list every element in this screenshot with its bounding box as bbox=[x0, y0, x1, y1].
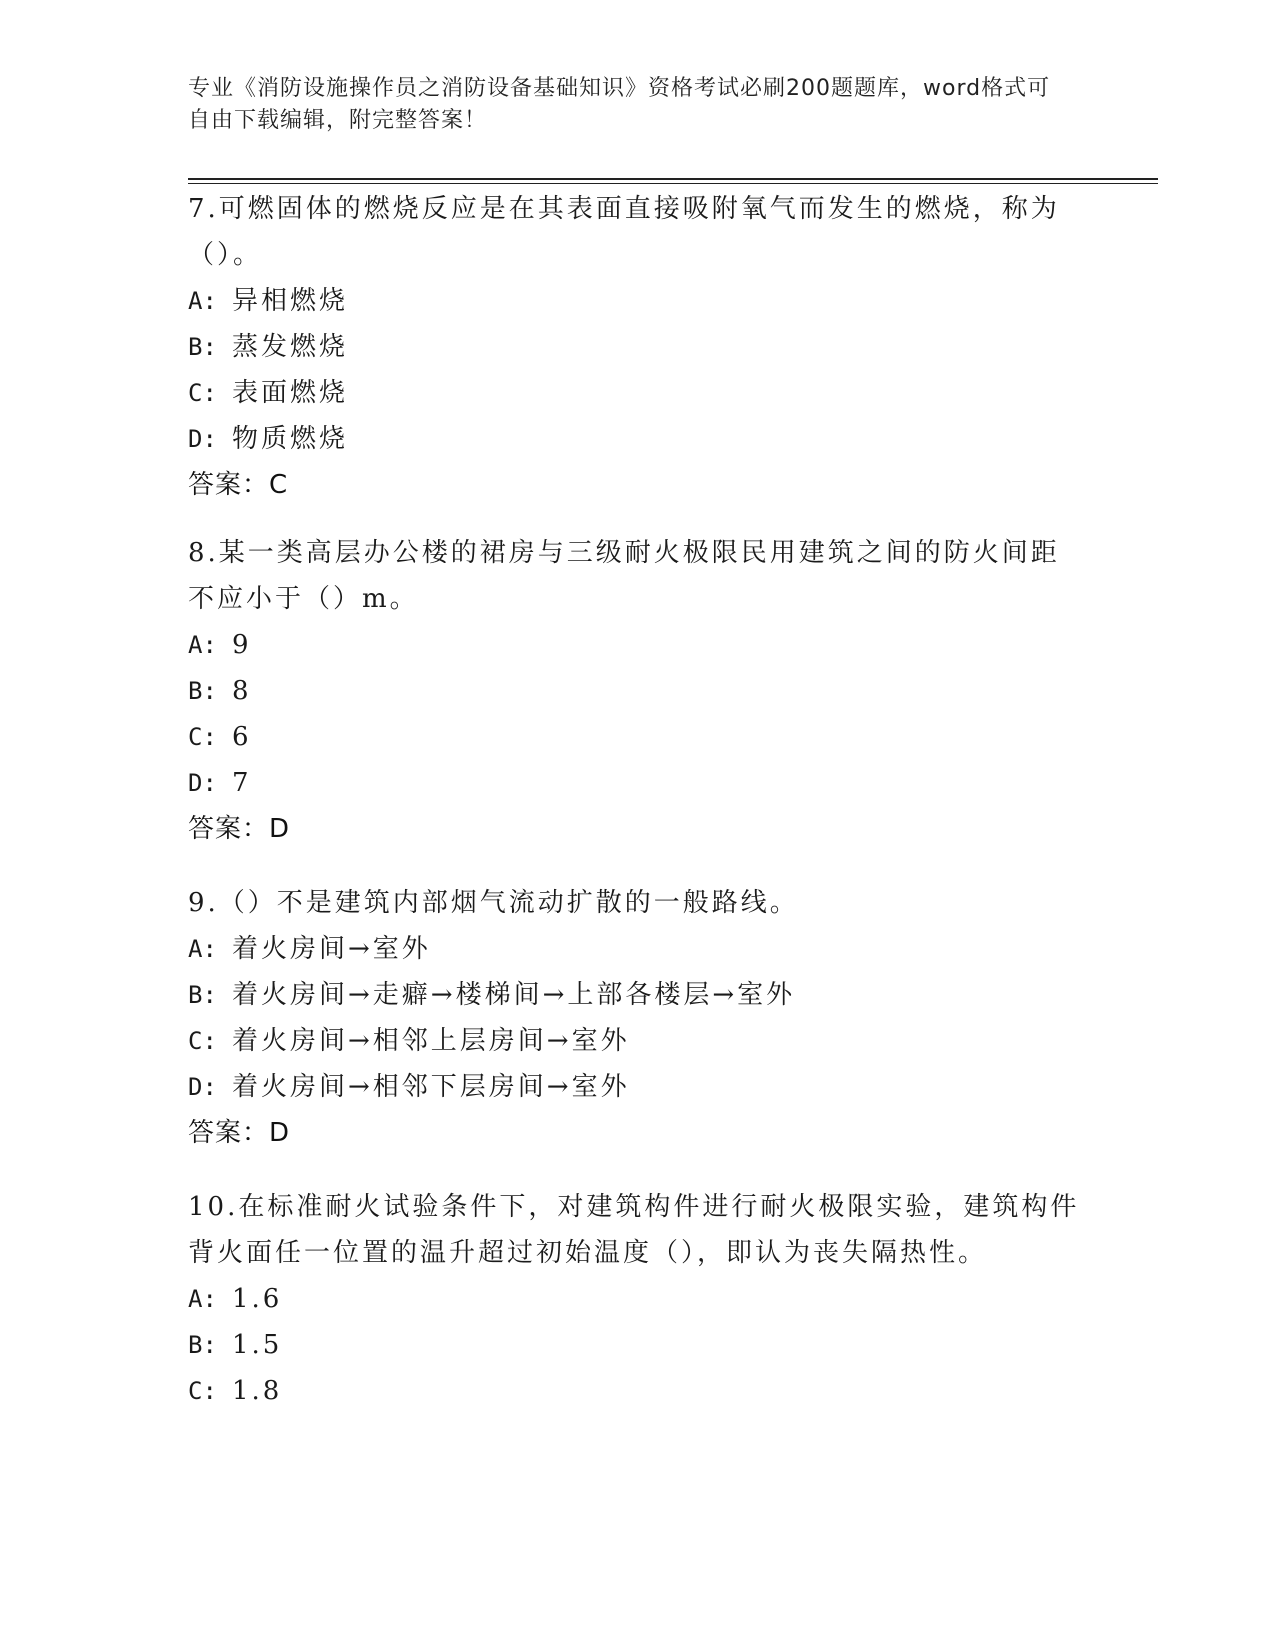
option-text: 6 bbox=[232, 722, 252, 752]
option-letter: C: bbox=[188, 1027, 217, 1055]
option-text: 表面燃烧 bbox=[232, 378, 349, 408]
option-c bbox=[188, 1018, 1088, 1064]
header-divider-thin bbox=[188, 183, 1158, 184]
option-b bbox=[188, 1322, 1088, 1368]
option-text: 1.5 bbox=[232, 1330, 283, 1360]
option-text: 蒸发燃烧 bbox=[232, 332, 349, 362]
option-letter: D: bbox=[188, 425, 217, 453]
option-letter: A: bbox=[188, 287, 217, 315]
option-d bbox=[188, 760, 1088, 806]
option-text: 着火房间→室外 bbox=[232, 934, 431, 964]
question-stem: 7.可燃固体的燃烧反应是在其表面直接吸附氧气而发生的燃烧，称为（）。 bbox=[188, 194, 1060, 270]
question-stem: 9.（）不是建筑内部烟气流动扩散的一般路线。 bbox=[188, 888, 799, 918]
document-intro: 专业《消防设施操作员之消防设备基础知识》资格考试必刷200题题库，word格式可自由下载编辑，附完整答案！ bbox=[188, 76, 1051, 133]
option-text: 着火房间→走癖→楼梯间→上部各楼层→室外 bbox=[232, 980, 796, 1010]
question-10 bbox=[188, 1184, 1088, 1414]
question-stem: 8.某一类高层办公楼的裙房与三级耐火极限民用建筑之间的防火间距不应小于（）m。 bbox=[188, 538, 1060, 614]
option-letter: B: bbox=[188, 981, 217, 1009]
question-stem: 10.在标准耐火试验条件下，对建筑构件进行耐火极限实验，建筑构件背火面任一位置的温升超过初始温度（），即认为丧失隔热性。 bbox=[188, 1192, 1080, 1268]
option-letter: B: bbox=[188, 333, 217, 361]
option-letter: A: bbox=[188, 935, 217, 963]
question-9 bbox=[188, 880, 1088, 1156]
question-7 bbox=[188, 186, 1088, 508]
option-letter: D: bbox=[188, 1073, 217, 1101]
question-8 bbox=[188, 530, 1088, 852]
header-divider-thick bbox=[188, 178, 1158, 180]
option-b bbox=[188, 972, 1088, 1018]
option-a bbox=[188, 1276, 1088, 1322]
option-text: 9 bbox=[232, 630, 252, 660]
option-text: 着火房间→相邻下层房间→室外 bbox=[232, 1072, 630, 1102]
option-letter: C: bbox=[188, 1377, 217, 1405]
option-c bbox=[188, 370, 1088, 416]
option-text: 着火房间→相邻上层房间→室外 bbox=[232, 1026, 630, 1056]
option-c bbox=[188, 1368, 1088, 1414]
option-c bbox=[188, 714, 1088, 760]
option-letter: D: bbox=[188, 769, 217, 797]
option-d bbox=[188, 416, 1088, 462]
option-letter: B: bbox=[188, 677, 217, 705]
option-letter: C: bbox=[188, 379, 217, 407]
option-text: 8 bbox=[232, 676, 252, 706]
option-letter: A: bbox=[188, 631, 217, 659]
option-d bbox=[188, 1064, 1088, 1110]
option-letter: C: bbox=[188, 723, 217, 751]
option-text: 1.8 bbox=[232, 1376, 283, 1406]
answer-line: 答案：C bbox=[188, 470, 289, 500]
option-text: 物质燃烧 bbox=[232, 424, 349, 454]
answer-line: 答案：D bbox=[188, 1118, 291, 1148]
option-a bbox=[188, 278, 1088, 324]
option-a bbox=[188, 926, 1088, 972]
option-text: 1.6 bbox=[232, 1284, 283, 1314]
option-b bbox=[188, 668, 1088, 714]
option-b bbox=[188, 324, 1088, 370]
option-letter: B: bbox=[188, 1331, 217, 1359]
answer-line: 答案：D bbox=[188, 814, 291, 844]
option-letter: A: bbox=[188, 1285, 217, 1313]
option-a bbox=[188, 622, 1088, 668]
option-text: 异相燃烧 bbox=[232, 286, 349, 316]
option-text: 7 bbox=[232, 768, 252, 798]
